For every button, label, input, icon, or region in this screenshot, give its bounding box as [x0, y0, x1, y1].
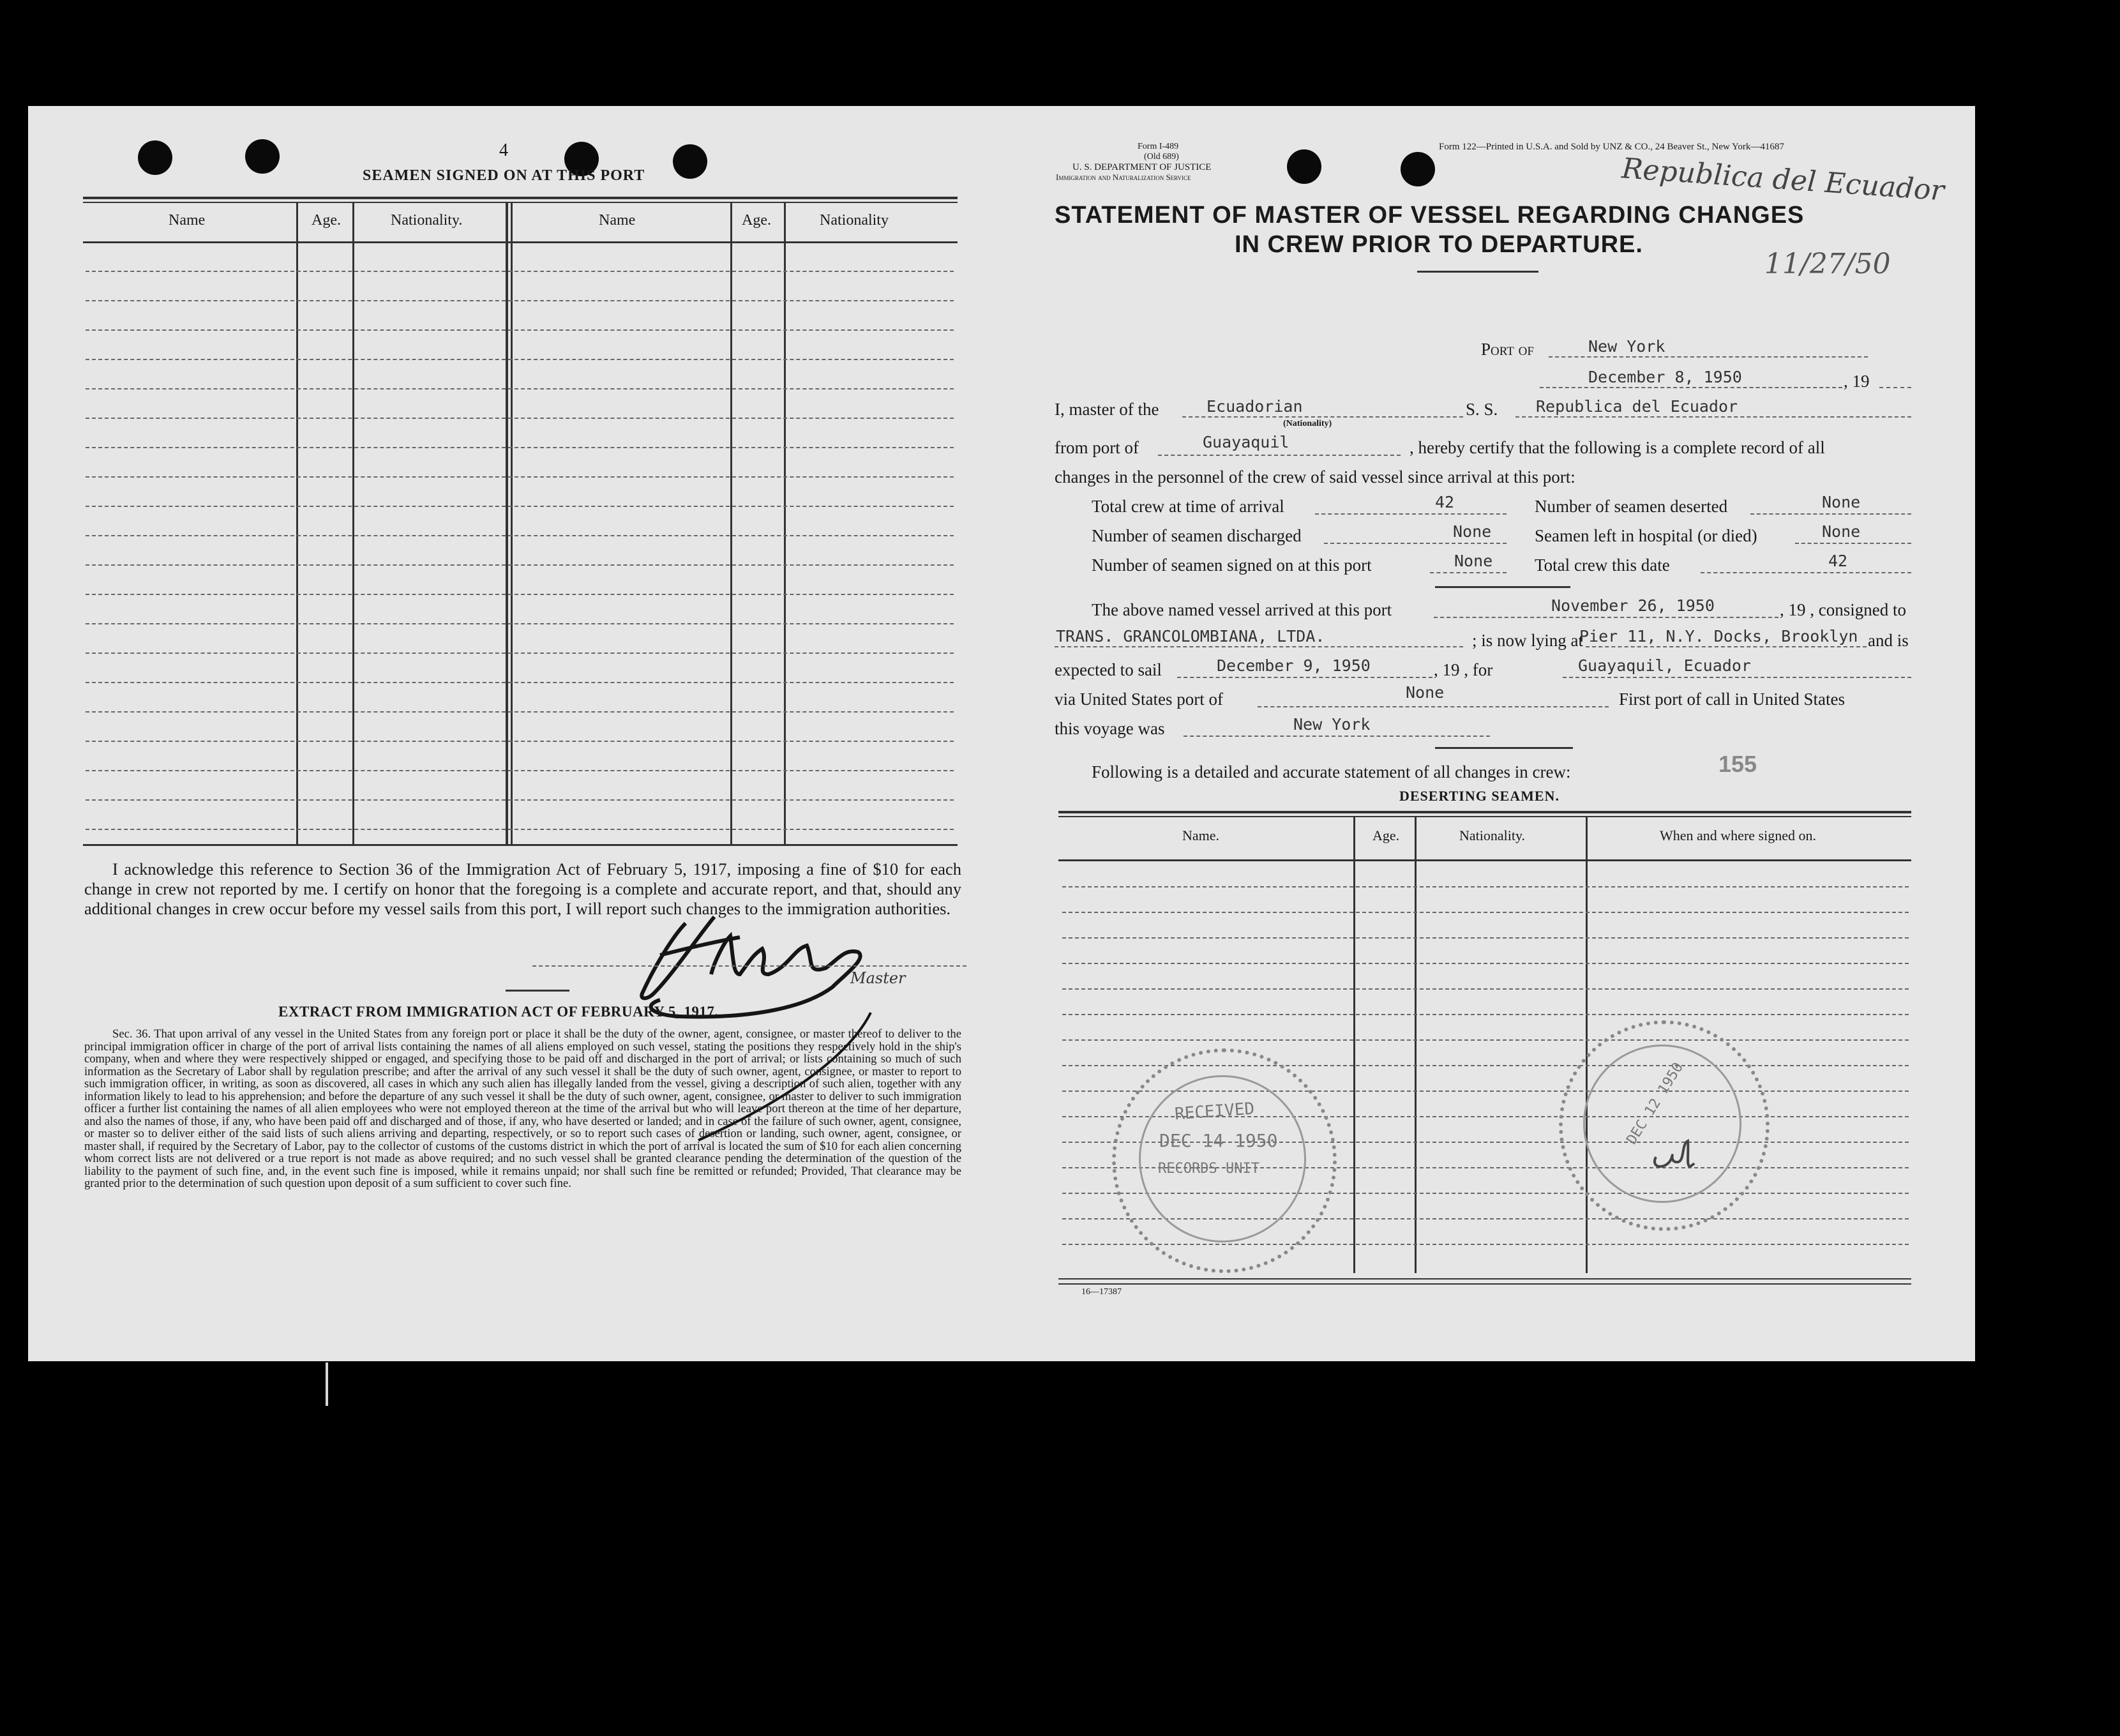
stamp-records-unit: RECORDS UNIT — [1158, 1161, 1259, 1177]
col-header-age: Age. — [312, 212, 341, 229]
from-port-label: from port of — [1055, 438, 1139, 457]
total-today-label: Total crew this date — [1535, 555, 1670, 575]
year-suffix: , 19 — [1844, 372, 1870, 391]
nationality-value: Ecuadorian — [1207, 397, 1303, 416]
total-arrival-label: Total crew at time of arrival — [1092, 497, 1284, 516]
acknowledgment-text: I acknowledge this reference to Section 36 of the Immigration Act of February 5, 1917, imposing a fine of $10 for each change in crew not reported by me. I certify on honor that the foregoing is a complete and accurate report, and that, should any additional changes in crew occur before my vessel sails from this port, I will report such changes to the immigration authorities. — [84, 859, 961, 918]
form-date: December 8, 1950 — [1588, 368, 1742, 386]
discharged-label: Number of seamen discharged — [1092, 526, 1302, 545]
hospital-label: Seamen left in hospital (or died) — [1535, 526, 1757, 545]
punch-hole — [1287, 149, 1321, 184]
discharged-value: None — [1453, 522, 1492, 541]
master-of-label: I, master of the — [1055, 400, 1159, 419]
ss-label: S. S. — [1466, 400, 1498, 419]
total-arrival-value: 42 — [1435, 493, 1455, 511]
consigned-label: , 19 , consigned to — [1780, 600, 1906, 619]
department: U. S. DEPARTMENT OF JUSTICE — [1072, 162, 1212, 172]
col-header-age: Age. — [1372, 827, 1400, 843]
vessel-name: Republica del Ecuador — [1536, 397, 1738, 416]
col-header-age: Age. — [742, 212, 771, 229]
col-header-name: Name. — [1182, 827, 1220, 843]
port-of-value: New York — [1588, 337, 1665, 356]
changes-text: changes in the personnel of the crew of said vessel since arrival at this port: — [1055, 467, 1575, 487]
col-header-when-where: When and where signed on. — [1660, 827, 1816, 843]
punch-hole — [1401, 152, 1435, 186]
sail-date: December 9, 1950 — [1217, 656, 1371, 675]
handwritten-date: 11/27/50 — [1764, 248, 1891, 280]
col-header-nationality: Nationality. — [391, 212, 463, 229]
via-label: via United States port of — [1055, 690, 1223, 709]
total-today-value: 42 — [1828, 552, 1848, 570]
left-heading: SEAMEN SIGNED ON AT THIS PORT — [363, 167, 645, 184]
certify-text: , hereby certify that the following is a complete record of all — [1410, 438, 1825, 457]
deserting-heading: DESERTING SEAMEN. — [1399, 788, 1560, 804]
printer-line: Form 122—Printed in U.S.A. and Sold by UNZ & CO., 24 Beaver St., New York—41687 — [1439, 142, 1784, 152]
via-port-value: None — [1406, 683, 1445, 702]
punch-hole — [673, 144, 707, 179]
stamp-received-date: DEC 14 1950 — [1159, 1130, 1278, 1151]
form-old-number: (Old 689) — [1144, 152, 1179, 162]
form-title-line2: IN CREW PRIOR TO DEPARTURE. — [1235, 231, 1643, 258]
signed-on-value: None — [1454, 552, 1493, 570]
form-title-line1: STATEMENT OF MASTER OF VESSEL REGARDING CHANGES — [1055, 202, 1805, 229]
deserted-value: None — [1822, 493, 1861, 511]
col-header-name: Name — [169, 212, 206, 229]
stamp-initials — [1650, 1131, 1707, 1176]
arrived-label: The above named vessel arrived at this port — [1092, 600, 1392, 619]
from-port-value: Guayaquil — [1203, 433, 1289, 451]
scan-mark — [326, 1362, 328, 1406]
following-text: Following is a detailed and accurate statement of all changes in crew: — [1092, 762, 1571, 781]
stamp-number: 155 — [1718, 751, 1757, 777]
deserted-label: Number of seamen deserted — [1535, 497, 1728, 516]
destination-value: Guayaquil, Ecuador — [1578, 656, 1751, 675]
form-number: Form I-489 — [1138, 142, 1179, 151]
stamp-received-label: RECEIVED — [1174, 1099, 1256, 1124]
port-of-label: Port of — [1481, 340, 1534, 359]
footer-code: 16—17387 — [1081, 1287, 1122, 1297]
service: Immigration and Naturalization Service — [1056, 172, 1191, 182]
first-call-value: New York — [1293, 715, 1371, 734]
for-label: , 19 , for — [1434, 660, 1493, 679]
page-number: 4 — [499, 140, 508, 160]
nationality-label: (Nationality) — [1283, 419, 1332, 428]
and-is-label: and is — [1868, 631, 1909, 650]
hospital-value: None — [1822, 522, 1861, 541]
extract-text: Sec. 36. That upon arrival of any vessel in the United States from any foreign port or place it shall be the duty of the owner, agent, consignee, or master thereof to deliver to the principal immigration officer in charge of the port of arrival lists containing the names of all aliens employed on such vessel, stating the positions they respectively hold in the ship's company, when and where they were respectively shipped or engaged, and specifying those to be paid off and discharged in the port of arrival; or lists containing so much of such information as the Secretary of Labor shall by regulation prescribe; and after the arrival of any such vessel it shall be the duty of such owner, agent, consignee, or master to report to such immigration officer, in writing, as soon as discovered, all cases in which any such alien has illegally landed from the vessel, giving a description of such alien, together with any information likely to lead to his apprehension; and before the departure of any such vessel it shall be the duty of such owner, agent, consignee, or master to deliver to such immigration officer a further list containing the names of all alien employees who were not employed thereon at the time of the arrival but who will leave port thereon at the time of her departure, and also the names of those, if any, who have been paid off and discharged and of those, if any, who have deserted or landed; and in case of the failure of such owner, agent, consignee, or master so to deliver either of the said lists of such aliens arriving and departing, respectively, or so to report such cases of desertion or landing, such owner, agent, consignee, or master shall, if required by the Secretary of Labor, pay to the collector of customs of the customs district in which the port of arrival is located the sum of $10 for each alien concerning whom correct lists are not delivered or a true report is not made as above required; and no such vessel shall be granted clearance pending the determination of the question of the liability to the payment of such fine, and, in the event such fine is imposed, while it remains unpaid; nor shall such fine be remitted or refunded; Provided, That clearance may be granted prior to the determination of such question upon deposit of a sum sufficient to cover such fine. — [84, 1027, 961, 1190]
document-sheet — [28, 106, 1975, 1361]
extract-title: EXTRACT FROM IMMIGRATION ACT OF FEBRUARY 5, 1917. — [278, 1004, 719, 1020]
first-call-label: First port of call in United States — [1619, 690, 1845, 709]
master-label: Master — [850, 969, 906, 987]
arrival-date: November 26, 1950 — [1551, 596, 1715, 615]
handwritten-vessel-name: Republica del Ecuador — [1620, 152, 1946, 208]
expected-label: expected to sail — [1055, 660, 1162, 679]
lying-at-value: Pier 11, N.Y. Docks, Brooklyn — [1579, 627, 1858, 645]
voyage-label: this voyage was — [1055, 719, 1165, 738]
lying-label: ; is now lying at — [1472, 631, 1583, 650]
consignee-value: TRANS. GRANCOLOMBIANA, LTDA. — [1056, 627, 1325, 645]
punch-hole — [245, 139, 280, 174]
stamp-date: DEC 12 1950 — [1623, 1060, 1687, 1147]
col-header-name: Name — [599, 212, 636, 229]
col-header-nationality: Nationality. — [1459, 827, 1526, 843]
col-header-nationality: Nationality — [820, 212, 889, 229]
punch-hole — [138, 140, 172, 175]
signed-on-label: Number of seamen signed on at this port — [1092, 555, 1372, 575]
